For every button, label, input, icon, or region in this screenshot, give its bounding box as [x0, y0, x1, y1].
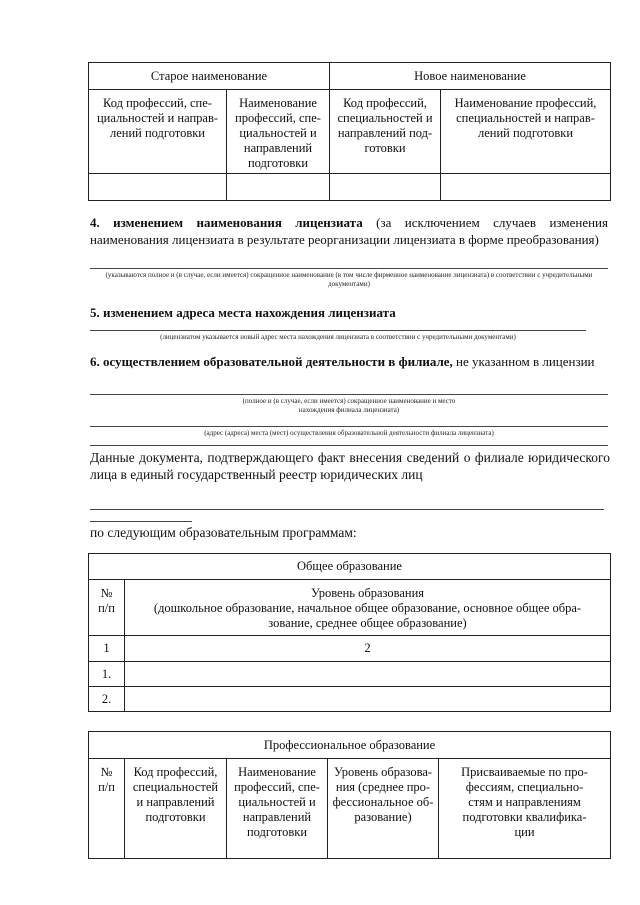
code-header: Код профессий, специальностей и направлений подготовки: [125, 759, 227, 859]
empty-cell[interactable]: [125, 687, 611, 712]
new-code-header: Код профессий, специальностей и направлений под- готовки: [330, 90, 441, 174]
empty-cell[interactable]: [227, 174, 330, 201]
section-5-heading-text: 5. изменением адреса места нахождения лицензиата: [90, 305, 396, 320]
section-4-paragraph: [90, 214, 608, 248]
empty-cell[interactable]: [441, 174, 611, 201]
new-title-header: Наименование профессий, специальностей и направ- лений подготовки: [441, 90, 611, 174]
programs-text: по следующим образовательным программам:: [90, 525, 357, 540]
section-5-heading: [90, 304, 608, 321]
empty-cell[interactable]: [89, 174, 227, 201]
section-5-caption: (лицензиатом указывается новый адрес места нахождения лицензиата в соответствии с учредительными документами): [160, 333, 516, 341]
section-6-caption-2: (адрес (адреса) места (мест) осуществления образовательной деятельности филиала лицензиата): [204, 429, 494, 437]
level-header: Уровень образования (дошкольное образование, начальное общее образование, основное общее обра- зование, среднее общее образование): [125, 580, 611, 636]
fill-line[interactable]: [90, 445, 608, 446]
new-name-header: Новое наименование: [330, 63, 611, 90]
section-6-caption-1: (полное и (в случае, если имеется) сокращенное наименование и место нахождения филиала лицензиата): [242, 397, 456, 414]
old-code-header: Код профессий, спе- циальностей и направ- лений подготовки: [89, 90, 227, 174]
row-number: 2.: [89, 687, 125, 712]
empty-cell[interactable]: [125, 662, 611, 687]
general-education-title: Общее образование: [89, 554, 611, 580]
number-header: № п/п: [89, 759, 125, 859]
old-title-header: Наименование профессий, спе- циальностей и направлений подготовки: [227, 90, 330, 174]
fill-line-short[interactable]: [90, 521, 192, 522]
professional-education-table: [88, 731, 611, 859]
column-number-1: 1: [89, 636, 125, 662]
general-education-table: [88, 553, 611, 712]
section-6-paragraph: [90, 353, 608, 370]
old-name-header: Старое наименование: [89, 63, 330, 90]
section-4-heading: 4. изменением наименования лицензиата: [90, 215, 363, 230]
section-6-text: не указанном в лицензии: [452, 354, 595, 369]
empty-cell[interactable]: [330, 174, 441, 201]
title-header: Наименование профессий, спе- циальностей и направлений подготовки: [227, 759, 328, 859]
fill-line[interactable]: [90, 426, 608, 427]
fill-line[interactable]: [90, 509, 604, 510]
qualification-header: Присваиваемые по про- фессиям, специально- стям и направлениям подготовки квалифика- ции: [439, 759, 611, 859]
column-number-2: 2: [125, 636, 611, 662]
fill-line[interactable]: [90, 394, 608, 395]
level-header: Уровень образова- ния (среднее про- фессиональное об- разование): [328, 759, 439, 859]
section-4-text: (за исключением случаев изменения наименования лицензиата в результате реорганизации лицензиата в форме преобразования): [90, 215, 608, 247]
row-number: 1.: [89, 662, 125, 687]
professional-education-title: Профессиональное образование: [89, 732, 611, 759]
registry-text: Данные документа, подтверждающего факт внесения сведений о филиале юридического лица в единый государственный реестр юридических лиц: [90, 450, 610, 482]
names-table: [88, 62, 611, 201]
fill-line[interactable]: [90, 330, 586, 331]
fill-line[interactable]: [90, 268, 608, 269]
section-6-heading: 6. осуществлением образовательной деятельности в филиале,: [90, 354, 453, 369]
number-header: № п/п: [89, 580, 125, 636]
section-4-caption: (указываются полное и (в случае, если имеется) сокращенное наименование (в том числе фирменное наименование лицензиата) в соответствии с учредительными документами): [105, 271, 593, 288]
